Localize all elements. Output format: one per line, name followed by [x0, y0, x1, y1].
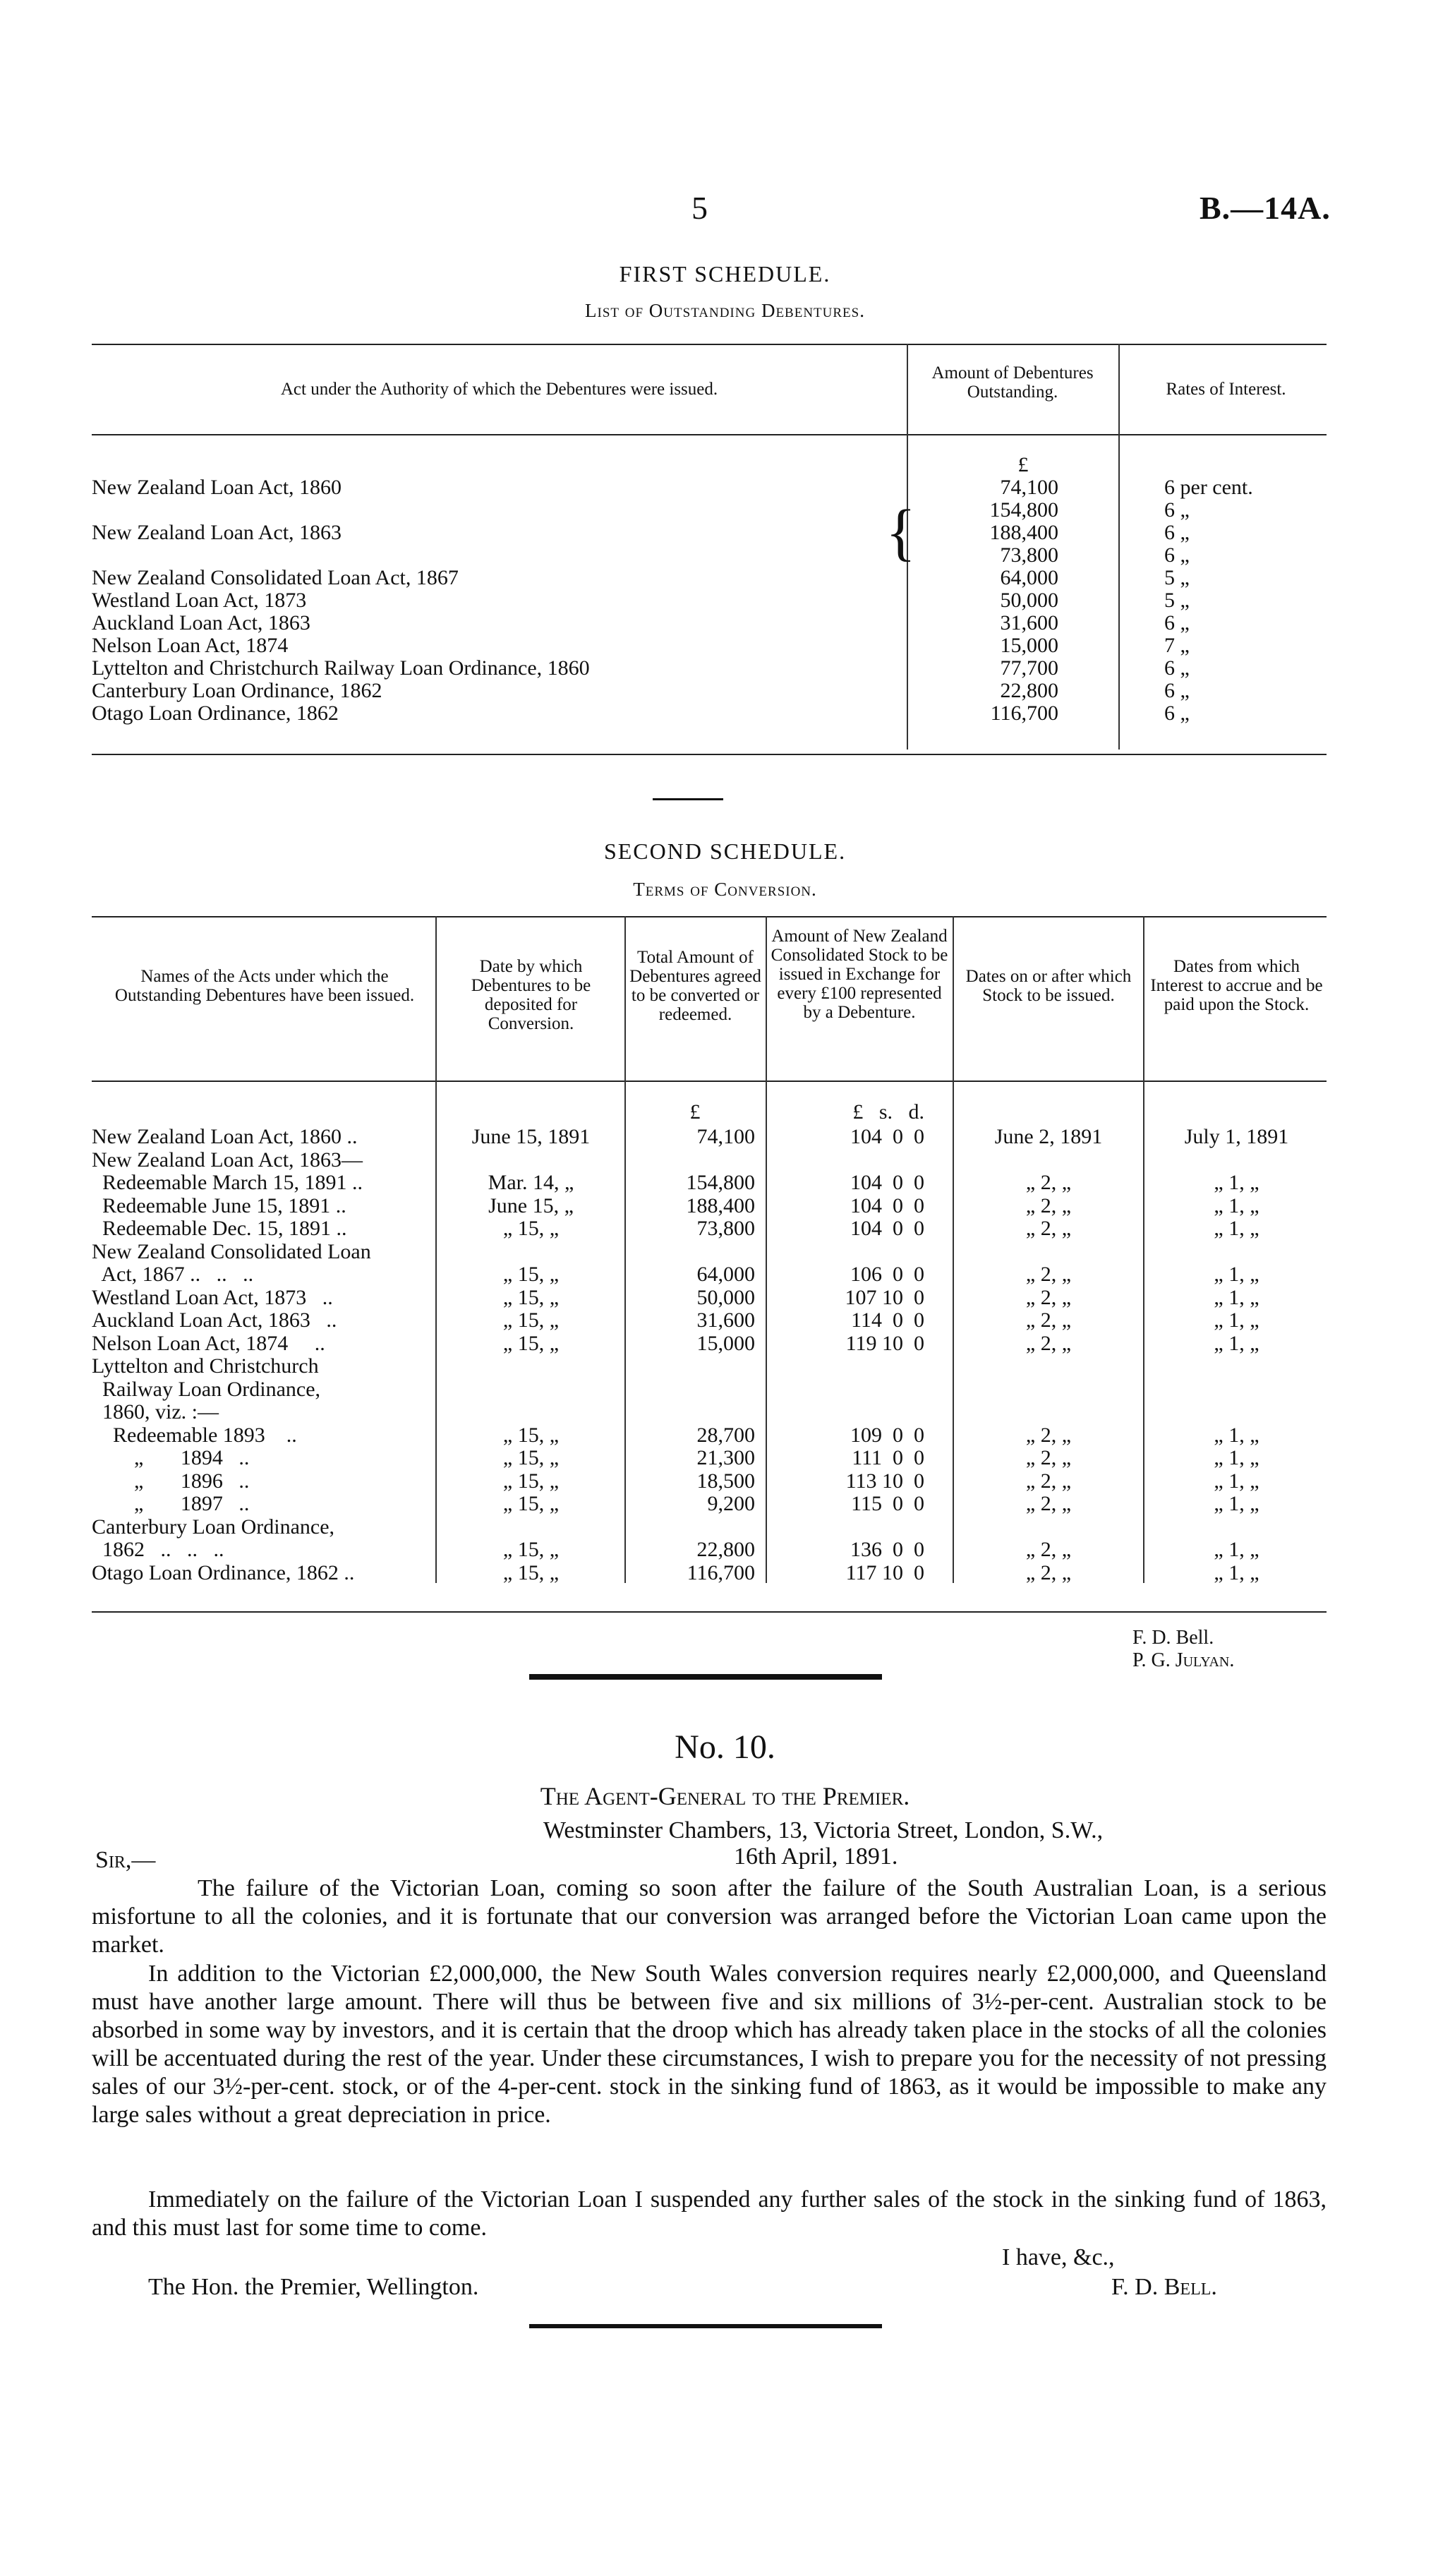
- issue-date: „ 2, „: [1025, 1423, 1072, 1447]
- total-amount: 9,200: [707, 1492, 755, 1515]
- act-name: Otago Loan Ordinance, 1862: [92, 702, 339, 725]
- first-schedule-title: FIRST SCHEDULE.: [619, 261, 831, 287]
- issue-date: „ 2, „: [1025, 1446, 1072, 1469]
- interest-date: July 1, 1891: [1184, 1125, 1289, 1148]
- letter-heading: The Agent-General to the Premier.: [540, 1782, 910, 1810]
- act-name: „ 1894 ..: [92, 1446, 250, 1469]
- amount-outstanding: 64,000: [1000, 566, 1058, 589]
- amount-outstanding: 74,100: [1000, 476, 1058, 499]
- stock-amount: 104 0 0: [850, 1125, 924, 1148]
- act-name: New Zealand Consolidated Loan: [92, 1239, 371, 1263]
- interest-rate: 6 „: [1164, 679, 1190, 702]
- interest-rate: 6 „: [1164, 611, 1190, 634]
- interest-rate: 7 „: [1164, 634, 1190, 657]
- deposit-date: „ 15, „: [502, 1492, 560, 1515]
- unit-pounds: £: [689, 1100, 701, 1124]
- issue-date: „ 2, „: [1025, 1285, 1072, 1309]
- act-name: Nelson Loan Act, 1874: [92, 634, 289, 657]
- column-divider: [1118, 344, 1120, 750]
- deposit-date: Mar. 14, „: [488, 1171, 574, 1194]
- total-amount: 73,800: [696, 1217, 755, 1240]
- column-divider: [1143, 916, 1144, 1583]
- deposit-date: „ 15, „: [502, 1285, 560, 1309]
- interest-date: „ 1, „: [1214, 1331, 1259, 1355]
- stock-amount: 109 0 0: [850, 1423, 924, 1447]
- stock-amount: 107 10 0: [845, 1285, 924, 1309]
- column-divider: [624, 916, 626, 1583]
- interest-rate: 6 per cent.: [1164, 476, 1253, 499]
- col-header-issue-date: Dates on or after which Stock to be issued.: [965, 967, 1132, 1005]
- act-name: Westland Loan Act, 1873: [92, 589, 307, 612]
- amount-outstanding: 73,800: [1000, 543, 1058, 567]
- stock-amount: 136 0 0: [850, 1538, 924, 1561]
- issue-date: „ 2, „: [1025, 1171, 1072, 1194]
- deposit-date: „ 15, „: [502, 1446, 560, 1469]
- column-divider: [435, 916, 437, 1583]
- second-schedule-subtitle: Terms of Conversion.: [633, 879, 817, 900]
- act-name: Act, 1867 .. .. ..: [92, 1263, 254, 1286]
- interest-date: „ 1, „: [1214, 1446, 1259, 1469]
- header-bottom-rule: [92, 434, 1327, 435]
- interest-date: „ 1, „: [1214, 1193, 1259, 1217]
- deposit-date: „ 15, „: [502, 1560, 560, 1584]
- interest-rate: 6 „: [1164, 498, 1190, 522]
- total-amount: 50,000: [696, 1285, 755, 1309]
- deposit-date: „ 15, „: [502, 1263, 560, 1286]
- page-number: 5: [691, 190, 708, 226]
- amount-outstanding: 31,600: [1000, 611, 1058, 634]
- deposit-date: June 15, 1891: [471, 1125, 591, 1148]
- brace-glyph: {: [886, 498, 917, 567]
- act-name: Redeemable 1893 ..: [92, 1423, 297, 1447]
- table-top-rule: [92, 344, 1327, 345]
- document-reference: B.—14A.: [1200, 190, 1331, 226]
- act-name: Redeemable June 15, 1891 ..: [92, 1193, 346, 1217]
- currency-symbol: £: [1017, 453, 1029, 476]
- amount-outstanding: 22,800: [1000, 679, 1058, 702]
- deposit-date: „ 15, „: [502, 1469, 560, 1493]
- issue-date: „ 2, „: [1025, 1560, 1072, 1584]
- table-bottom-rule: [92, 754, 1327, 755]
- col-header-total: Total Amount of Debentures agreed to be converted or redeemed.: [629, 948, 761, 1024]
- stock-amount: 117 10 0: [845, 1560, 924, 1584]
- amount-outstanding: 188,400: [989, 521, 1058, 544]
- act-name: New Zealand Loan Act, 1860 ..: [92, 1125, 358, 1148]
- header-bottom-rule: [92, 1081, 1327, 1082]
- act-name: 1860, viz. :—: [92, 1400, 219, 1424]
- letter-paragraph: The failure of the Victorian Loan, coming so soon after the failure of the South Australian Loan, is a serious misfortune to all the colonies, and it is fortunate that our conversion was arranged before the Victorian Loan came upon the market.: [92, 1875, 1327, 1958]
- issue-date: „ 2, „: [1025, 1217, 1072, 1240]
- act-name: Railway Loan Ordinance,: [92, 1377, 321, 1401]
- signatory: F. D. Bell.: [1132, 1627, 1214, 1649]
- thick-rule: [529, 2324, 882, 2328]
- total-amount: 116,700: [687, 1560, 755, 1584]
- issue-date: „ 2, „: [1025, 1193, 1072, 1217]
- amount-outstanding: 77,700: [1000, 656, 1058, 680]
- interest-date: „ 1, „: [1214, 1423, 1259, 1447]
- interest-date: „ 1, „: [1214, 1217, 1259, 1240]
- interest-date: „ 1, „: [1214, 1469, 1259, 1493]
- act-name: Canterbury Loan Ordinance, 1862: [92, 679, 382, 702]
- letter-paragraph: In addition to the Victorian £2,000,000, the New South Wales conversion requires nearly £2,000,000, and Queensland must have another large amount. There will thus be between five and six millions of 3½-per-cent. Australian stock to be absorbed in some way by investors, and it is certain that the droop which has already taken place in the stocks of all the colonies will be accentuated during the rest of the year. Under these circumstances, I wish to prepare you for the necessity of not pressing sales of our 3½-per-cent. stock, or of the 4-per-cent. stock in the sinking fund of 1863, as it would be impossible to make any large sales without a great depreciation in price.: [92, 1961, 1327, 2128]
- table-bottom-rule: [92, 1611, 1327, 1613]
- issue-date: „ 2, „: [1025, 1469, 1072, 1493]
- act-name: Lyttelton and Christchurch: [92, 1354, 319, 1378]
- stock-amount: 104 0 0: [850, 1193, 924, 1217]
- interest-date: „ 1, „: [1214, 1560, 1259, 1584]
- col-header-stock-amount: Amount of New Zealand Consolidated Stock to be issued in Exchange for every £100 represented by a Debenture.: [771, 927, 948, 1022]
- unit-lsd: £ s. d.: [852, 1100, 924, 1124]
- interest-rate: 6 „: [1164, 521, 1190, 544]
- interest-date: „ 1, „: [1214, 1538, 1259, 1561]
- interest-date: „ 1, „: [1214, 1171, 1259, 1194]
- letter-salutation: Sir,—: [95, 1847, 156, 1873]
- col-header-interest-date: Dates from which Interest to accrue and be paid upon the Stock.: [1150, 957, 1323, 1014]
- deposit-date: „ 15, „: [502, 1308, 560, 1332]
- interest-rate: 6 „: [1164, 543, 1190, 567]
- total-amount: 22,800: [696, 1538, 755, 1561]
- deposit-date: „ 15, „: [502, 1423, 560, 1447]
- act-name: 1862 .. .. ..: [92, 1538, 224, 1561]
- letter-date: 16th April, 1891.: [734, 1843, 898, 1870]
- issue-date: „ 2, „: [1025, 1538, 1072, 1561]
- stock-amount: 104 0 0: [850, 1217, 924, 1240]
- letter-paragraph: Immediately on the failure of the Victorian Loan I suspended any further sales of the stock in the sinking fund of 1863, and this must last for some time to come.: [92, 2186, 1327, 2241]
- act-name: „ 1896 ..: [92, 1469, 250, 1493]
- act-name: New Zealand Loan Act, 1863—: [92, 1148, 363, 1172]
- column-divider: [953, 916, 954, 1583]
- issue-date: „ 2, „: [1025, 1263, 1072, 1286]
- total-amount: 188,400: [686, 1193, 755, 1217]
- amount-outstanding: 50,000: [1000, 589, 1058, 612]
- deposit-date: „ 15, „: [502, 1331, 560, 1355]
- act-name: New Zealand Consolidated Loan Act, 1867: [92, 566, 459, 589]
- col-header-rates: Rates of Interest.: [1166, 380, 1286, 399]
- total-amount: 154,800: [686, 1171, 755, 1194]
- interest-date: „ 1, „: [1214, 1263, 1259, 1286]
- stock-amount: 104 0 0: [850, 1171, 924, 1194]
- letter-address: Westminster Chambers, 13, Victoria Street, London, S.W.,: [543, 1817, 1104, 1843]
- stock-amount: 119 10 0: [845, 1331, 924, 1355]
- issue-date: „ 2, „: [1025, 1308, 1072, 1332]
- act-name: Lyttelton and Christchurch Railway Loan Ordinance, 1860: [92, 656, 590, 680]
- total-amount: 28,700: [696, 1423, 755, 1447]
- amount-outstanding: 15,000: [1000, 634, 1058, 657]
- act-name: New Zealand Loan Act, 1863: [92, 521, 342, 544]
- act-name: Otago Loan Ordinance, 1862 ..: [92, 1560, 355, 1584]
- stock-amount: 106 0 0: [850, 1263, 924, 1286]
- deposit-date: „ 15, „: [502, 1217, 560, 1240]
- total-amount: 31,600: [696, 1308, 755, 1332]
- act-name: „ 1897 ..: [92, 1492, 250, 1515]
- total-amount: 18,500: [696, 1469, 755, 1493]
- act-name: Nelson Loan Act, 1874 ..: [92, 1331, 325, 1355]
- issue-date: June 2, 1891: [994, 1125, 1103, 1148]
- column-divider: [766, 916, 767, 1583]
- total-amount: 64,000: [696, 1263, 755, 1286]
- act-name: Redeemable March 15, 1891 ..: [92, 1171, 363, 1194]
- stock-amount: 115 0 0: [851, 1492, 924, 1515]
- deposit-date: June 15, „: [488, 1193, 574, 1217]
- stock-amount: 113 10 0: [845, 1469, 924, 1493]
- first-schedule-subtitle: List of Outstanding Debentures.: [585, 300, 865, 321]
- total-amount: 74,100: [696, 1125, 755, 1148]
- letter-recipient: The Hon. the Premier, Wellington.: [148, 2274, 479, 2300]
- separator: [653, 798, 723, 800]
- interest-rate: 5 „: [1164, 589, 1190, 612]
- col-header-deposit-date: Date by which Debentures to be deposited for Conversion.: [471, 957, 591, 1033]
- col-header-amount: Amount of Debentures Outstanding.: [931, 363, 1094, 402]
- signatory: P. G. Julyan.: [1132, 1649, 1235, 1671]
- act-name: Auckland Loan Act, 1863: [92, 611, 310, 634]
- deposit-date: „ 15, „: [502, 1538, 560, 1561]
- amount-outstanding: 154,800: [989, 498, 1058, 522]
- interest-rate: 6 „: [1164, 702, 1190, 725]
- issue-date: „ 2, „: [1025, 1331, 1072, 1355]
- amount-outstanding: 116,700: [990, 702, 1058, 725]
- interest-date: „ 1, „: [1214, 1308, 1259, 1332]
- act-name: Westland Loan Act, 1873 ..: [92, 1285, 333, 1309]
- stock-amount: 114 0 0: [851, 1308, 924, 1332]
- issue-date: „ 2, „: [1025, 1492, 1072, 1515]
- stock-amount: 111 0 0: [852, 1446, 924, 1469]
- act-name: Canterbury Loan Ordinance,: [92, 1515, 335, 1539]
- interest-date: „ 1, „: [1214, 1285, 1259, 1309]
- second-schedule-title: SECOND SCHEDULE.: [603, 838, 847, 864]
- col-header-act: Act under the Authority of which the Debentures were issued.: [280, 380, 718, 399]
- interest-rate: 5 „: [1164, 566, 1190, 589]
- total-amount: 15,000: [696, 1331, 755, 1355]
- letter-closing: I have, &c.,: [1002, 2244, 1115, 2270]
- act-name: Auckland Loan Act, 1863 ..: [92, 1308, 337, 1332]
- thick-rule: [529, 1674, 882, 1680]
- act-name: New Zealand Loan Act, 1860: [92, 476, 342, 499]
- table-top-rule: [92, 916, 1327, 917]
- letter-number: No. 10.: [675, 1728, 775, 1766]
- letter-signature: F. D. Bell.: [1111, 2274, 1217, 2300]
- interest-rate: 6 „: [1164, 656, 1190, 680]
- act-name: Redeemable Dec. 15, 1891 ..: [92, 1217, 347, 1240]
- interest-date: „ 1, „: [1214, 1492, 1259, 1515]
- total-amount: 21,300: [696, 1446, 755, 1469]
- col-header-acts: Names of the Acts under which the Outstanding Debentures have been issued.: [114, 967, 415, 1005]
